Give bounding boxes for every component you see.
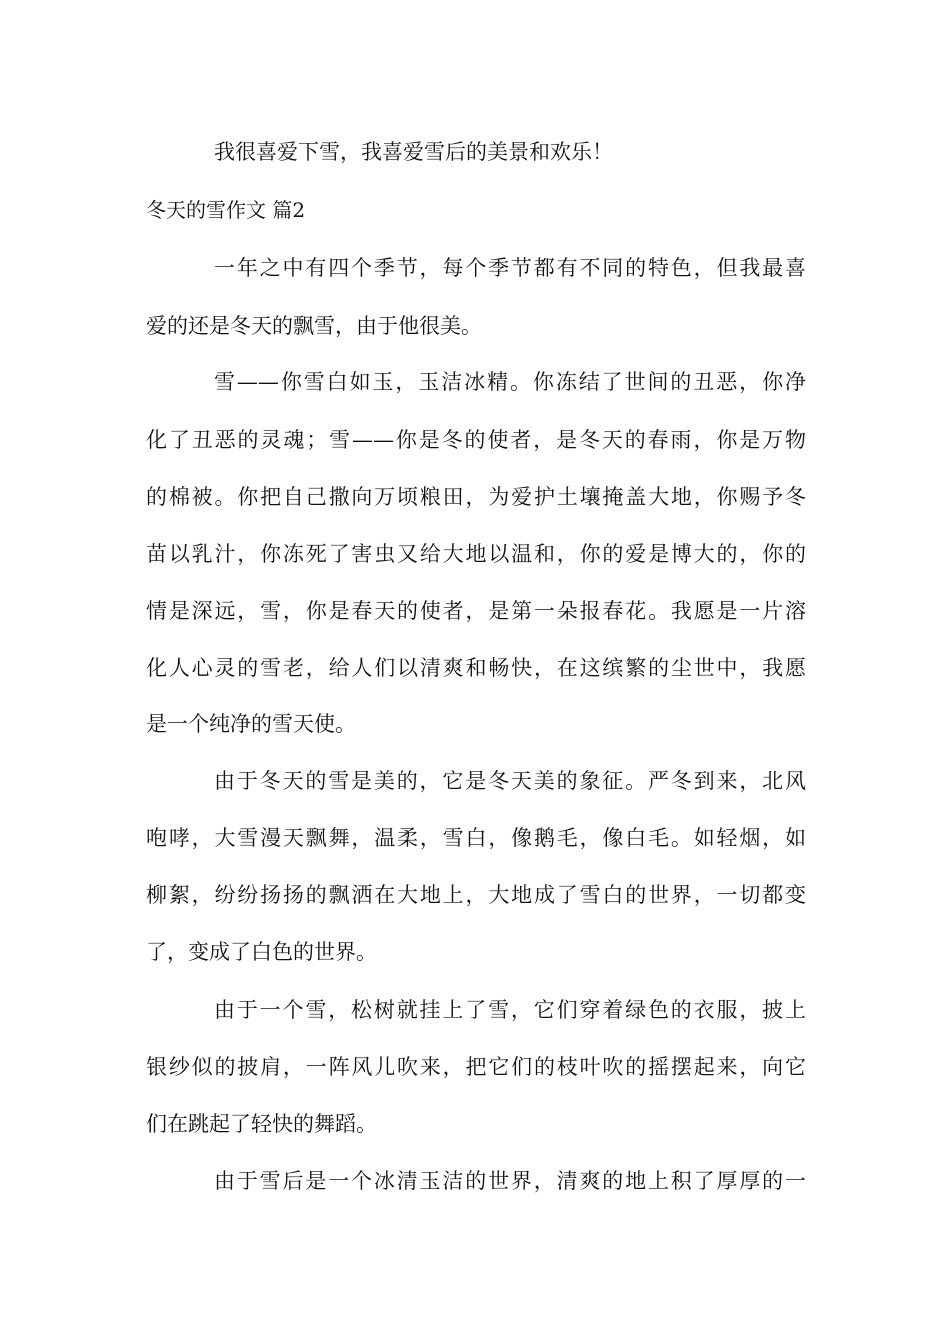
paragraph-3-line-3: 柳絮，纷纷扬扬的飘洒在大地上，大地成了雪白的世界，一切都变 (146, 883, 806, 907)
paragraph-4-line-2: 银纱似的披肩，一阵风儿吹来，把它们的枝叶吹的摇摆起来，向它 (146, 1055, 806, 1079)
paragraph-2-line-5: 情是深远，雪，你是春天的使者，是第一朵报春花。我愿是一片溶 (146, 599, 806, 623)
paragraph-5-line-1: 由于雪后是一个冰清玉洁的世界，清爽的地上积了厚厚的一 (214, 1169, 806, 1193)
paragraph-2-line-7: 是一个纯净的雪天使。 (146, 712, 356, 736)
paragraph-3-line-4: 了，变成了白色的世界。 (146, 940, 377, 964)
paragraph-4-line-1: 由于一个雪，松树就挂上了雪，它们穿着绿色的衣服，披上 (214, 998, 806, 1022)
paragraph-1-line-2: 爱的还是冬天的飘雪，由于他很美。 (146, 314, 482, 338)
paragraph-1-line-1: 一年之中有四个季节，每个季节都有不同的特色，但我最喜 (214, 256, 806, 280)
paragraph-4-line-3: 们在跳起了轻快的舞蹈。 (146, 1112, 377, 1136)
paragraph-3-line-1: 由于冬天的雪是美的，它是冬天美的象征。严冬到来，北风 (214, 769, 806, 793)
section-heading: 冬天的雪作文 篇2 (146, 198, 306, 222)
paragraph-2-line-6: 化人心灵的雪老，给人们以清爽和畅快，在这缤繁的尘世中，我愿 (146, 656, 806, 680)
paragraph-closing-line: 我很喜爱下雪，我喜爱雪后的美景和欢乐！ (214, 140, 613, 164)
paragraph-2-line-1: 雪——你雪白如玉，玉洁冰精。你冻结了世间的丑恶，你净 (214, 370, 806, 394)
paragraph-2-line-2: 化了丑恶的灵魂；雪——你是冬的使者，是冬天的春雨，你是万物 (146, 428, 806, 452)
paragraph-3-line-2: 咆哮，大雪漫天飘舞，温柔，雪白，像鹅毛，像白毛。如轻烟，如 (146, 826, 806, 850)
paragraph-2-line-4: 苗以乳汁，你冻死了害虫又给大地以温和，你的爱是博大的，你的 (146, 542, 806, 566)
paragraph-2-line-3: 的棉被。你把自己撒向万顷粮田，为爱护土壤掩盖大地，你赐予冬 (146, 485, 806, 509)
